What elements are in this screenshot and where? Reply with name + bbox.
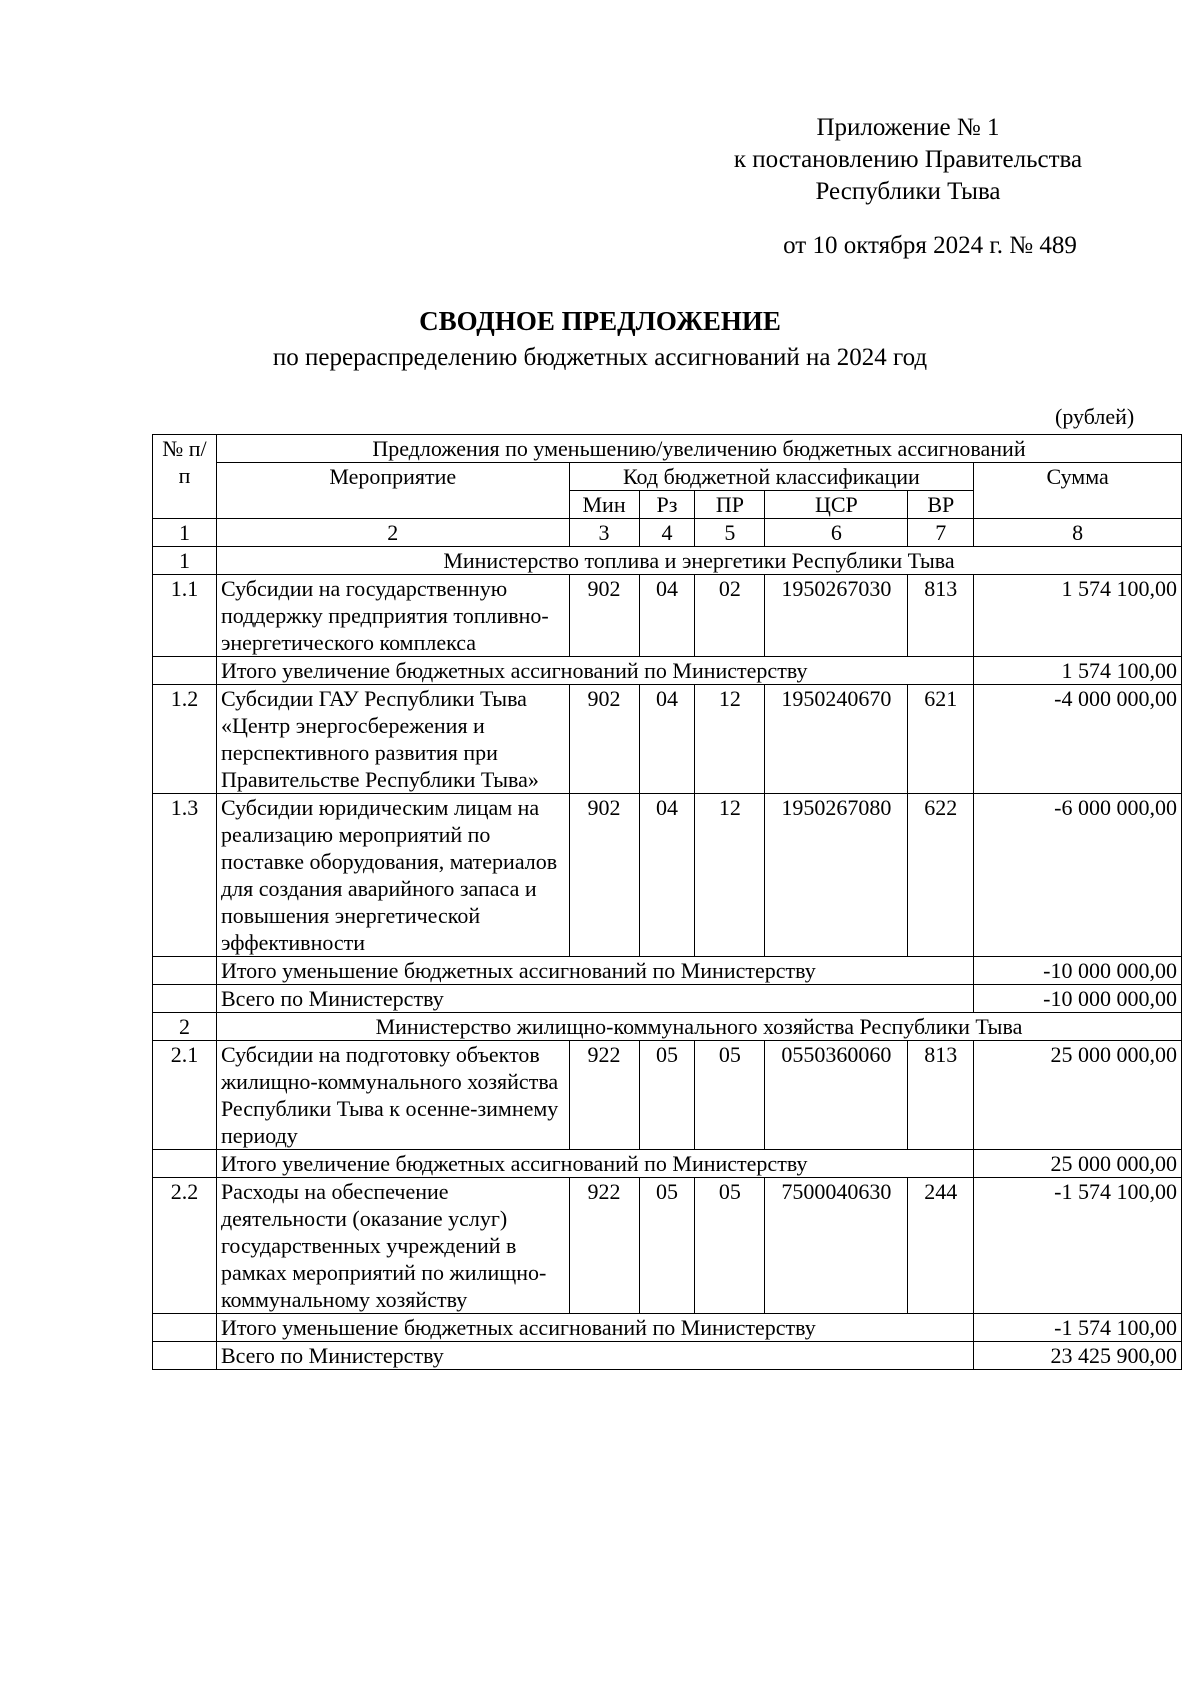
header-num: № п/п (153, 435, 217, 519)
budget-table (152, 434, 1182, 1370)
item-csr: 1950267030 (765, 575, 908, 657)
item-row (153, 575, 1182, 657)
item-number: 1.3 (153, 794, 217, 957)
item-min: 922 (569, 1178, 639, 1314)
total-label: Итого уменьшение бюджетных ассигнований по Министерству (216, 957, 973, 985)
section-number: 1 (153, 547, 217, 575)
total-sum: 1 574 100,00 (974, 657, 1182, 685)
item-sum: -1 574 100,00 (974, 1178, 1182, 1314)
total-row (153, 957, 1182, 985)
item-row (153, 1178, 1182, 1314)
item-description: Субсидии на подготовку объектов жилищно-коммунального хозяйства Республики Тыва к осенне-зимнему периоду (216, 1041, 569, 1150)
item-min: 922 (569, 1041, 639, 1150)
item-csr: 1950267080 (765, 794, 908, 957)
header-rz: Рз (639, 491, 695, 519)
item-vr: 813 (908, 1041, 974, 1150)
total-empty-cell (153, 657, 217, 685)
item-description: Субсидии на государственную поддержку предприятия топливно-энергетического комплекса (216, 575, 569, 657)
col-number: 1 (153, 519, 217, 547)
item-sum: 1 574 100,00 (974, 575, 1182, 657)
document-subtitle: по перераспределению бюджетных ассигнований на 2024 год (272, 344, 928, 371)
section-name: Министерство топлива и энергетики Республики Тыва (216, 547, 1181, 575)
total-sum: -1 574 100,00 (974, 1314, 1182, 1342)
item-rz: 04 (639, 685, 695, 794)
item-min: 902 (569, 794, 639, 957)
item-min: 902 (569, 685, 639, 794)
total-row (153, 1150, 1182, 1178)
total-empty-cell (153, 1342, 217, 1370)
header-group: Предложения по уменьшению/увеличению бюджетных ассигнований (216, 435, 1181, 463)
item-csr: 7500040630 (765, 1178, 908, 1314)
column-number-row (153, 519, 1182, 547)
item-rz: 05 (639, 1178, 695, 1314)
col-number: 2 (216, 519, 569, 547)
item-sum: -6 000 000,00 (974, 794, 1182, 957)
total-sum: -10 000 000,00 (974, 985, 1182, 1013)
item-min: 902 (569, 575, 639, 657)
header-min: Мин (569, 491, 639, 519)
appendix-line: к постановлению Правительства (733, 146, 1083, 173)
item-pr: 12 (695, 685, 765, 794)
item-csr: 1950240670 (765, 685, 908, 794)
total-row (153, 657, 1182, 685)
item-rz: 04 (639, 794, 695, 957)
col-number: 6 (765, 519, 908, 547)
item-description: Субсидии юридическим лицам на реализацию мероприятий по поставке оборудования, материалов для создания аварийного запаса и повышения энергетической эффективности (216, 794, 569, 957)
col-number: 7 (908, 519, 974, 547)
total-label: Всего по Министерству (216, 985, 973, 1013)
total-empty-cell (153, 1150, 217, 1178)
section-number: 2 (153, 1013, 217, 1041)
item-vr: 244 (908, 1178, 974, 1314)
item-rz: 05 (639, 1041, 695, 1150)
item-vr: 813 (908, 575, 974, 657)
item-pr: 05 (695, 1041, 765, 1150)
item-number: 1.2 (153, 685, 217, 794)
col-number: 4 (639, 519, 695, 547)
appendix-line: Республики Тыва (815, 178, 1001, 205)
item-pr: 12 (695, 794, 765, 957)
total-sum: 25 000 000,00 (974, 1150, 1182, 1178)
header-row (153, 435, 1182, 463)
total-row (153, 1314, 1182, 1342)
total-row (153, 1342, 1182, 1370)
item-row (153, 1041, 1182, 1150)
appendix-line: Приложение № 1 (816, 114, 1000, 141)
item-number: 2.2 (153, 1178, 217, 1314)
item-rz: 04 (639, 575, 695, 657)
total-empty-cell (153, 985, 217, 1013)
section-name: Министерство жилищно-коммунального хозяйства Республики Тыва (216, 1013, 1181, 1041)
col-number: 5 (695, 519, 765, 547)
total-sum: 23 425 900,00 (974, 1342, 1182, 1370)
document-title: СВОДНОЕ ПРЕДЛОЖЕНИЕ (419, 306, 781, 336)
header-vr: ВР (908, 491, 974, 519)
item-sum: -4 000 000,00 (974, 685, 1182, 794)
item-row (153, 685, 1182, 794)
col-number: 8 (974, 519, 1182, 547)
header-csr: ЦСР (765, 491, 908, 519)
header-event: Мероприятие (216, 463, 569, 519)
section-row (153, 1013, 1182, 1041)
item-description: Субсидии ГАУ Республики Тыва «Центр энергосбережения и перспективного развития при Правительстве Республики Тыва» (216, 685, 569, 794)
units-label: (рублей) (1055, 404, 1135, 429)
header-pr: ПР (695, 491, 765, 519)
item-pr: 02 (695, 575, 765, 657)
header-sum: Сумма (974, 463, 1182, 519)
item-number: 2.1 (153, 1041, 217, 1150)
section-row (153, 547, 1182, 575)
order-reference: от 10 октября 2024 г. № 489 (783, 232, 1077, 259)
appendix-block (718, 112, 1098, 208)
total-empty-cell (153, 957, 217, 985)
item-csr: 0550360060 (765, 1041, 908, 1150)
total-label: Всего по Министерству (216, 1342, 973, 1370)
item-sum: 25 000 000,00 (974, 1041, 1182, 1150)
total-row (153, 985, 1182, 1013)
total-label: Итого увеличение бюджетных ассигнований по Министерству (216, 1150, 973, 1178)
item-description: Расходы на обеспечение деятельности (оказание услуг) государственных учреждений в рамках мероприятий по жилищно-коммунальному хозяйству (216, 1178, 569, 1314)
item-row (153, 794, 1182, 957)
item-vr: 621 (908, 685, 974, 794)
total-empty-cell (153, 1314, 217, 1342)
total-label: Итого увеличение бюджетных ассигнований по Министерству (216, 657, 973, 685)
total-sum: -10 000 000,00 (974, 957, 1182, 985)
item-number: 1.1 (153, 575, 217, 657)
col-number: 3 (569, 519, 639, 547)
item-pr: 05 (695, 1178, 765, 1314)
header-code: Код бюджетной классификации (569, 463, 974, 491)
item-vr: 622 (908, 794, 974, 957)
total-label: Итого уменьшение бюджетных ассигнований по Министерству (216, 1314, 973, 1342)
header-row (153, 463, 1182, 491)
